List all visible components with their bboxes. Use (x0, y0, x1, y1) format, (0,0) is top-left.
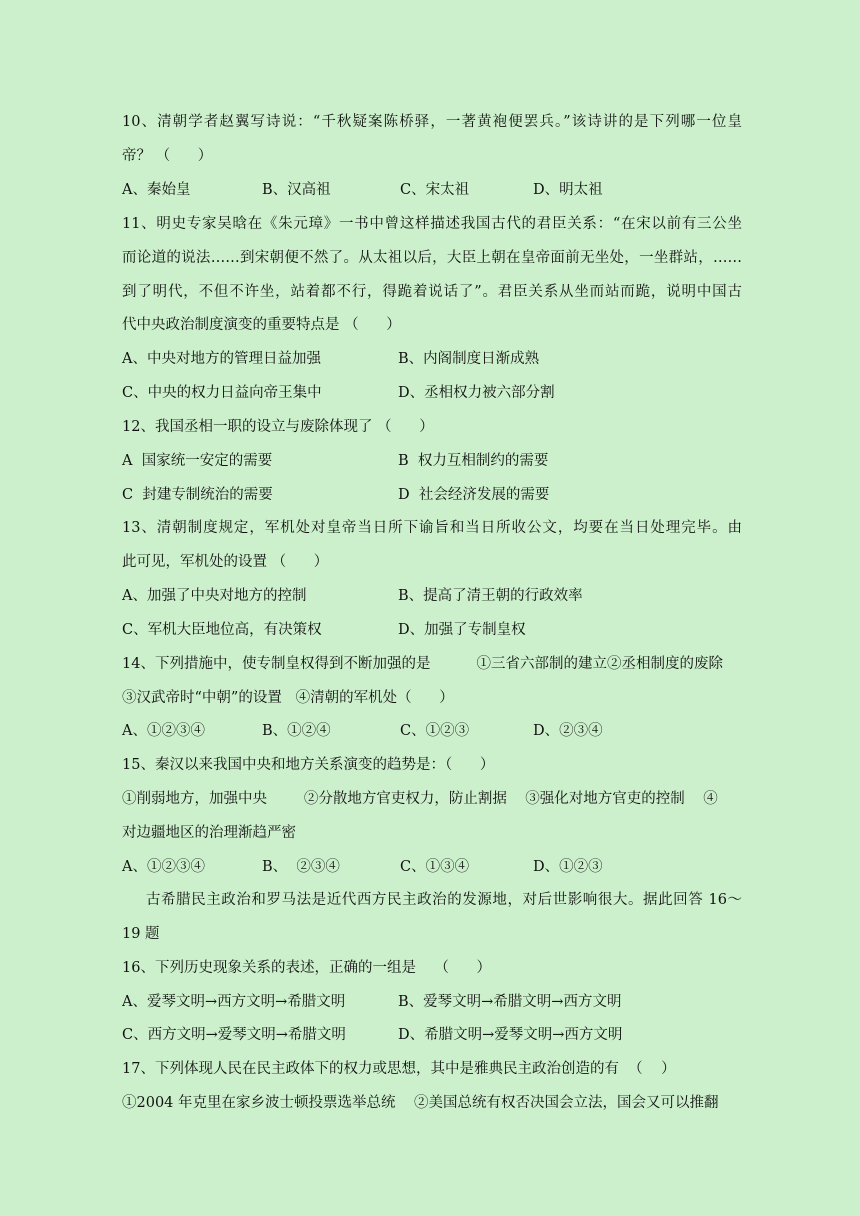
q10-option-d: D、明太祖 (533, 182, 603, 198)
q17-stem-line2: ①2004 年克里在家乡波士顿投票选举总统 ②美国总统有权否决国会立法，国会又可以推翻 (122, 1095, 719, 1111)
q10-stem-line1: 10、清朝学者赵翼写诗说：“千秋疑案陈桥驿，一著黄袍便罢兵。”该诗讲的是下列哪一位皇 (122, 114, 742, 130)
q10-option-a: A、秦始皇 (122, 182, 191, 198)
q12-stem-line1: 12、我国丞相一职的设立与废除体现了 （ ） (122, 419, 434, 435)
q11-option-b: B、内阁制度日渐成熟 (398, 351, 540, 367)
q15-option-b: B、 ②③④ (262, 859, 340, 875)
q11-stem-line4: 代中央政治制度演变的重要特点是 （ ） (122, 317, 401, 333)
intro-paragraph-line1: 古希腊民主政治和罗马法是近代西方民主政治的发源地，对后世影响很大。据此回答 16～ (146, 892, 742, 908)
q13-stem-line2: 此可见，军机处的设置 （ ） (122, 554, 329, 570)
q14-option-b: B、①②④ (262, 723, 331, 739)
q11-stem-line2: 而论道的说法……到宋朝便不然了。从太祖以后，大臣上朝在皇帝面前无坐处，一坐群站，…… (122, 250, 742, 266)
q13-stem-line1: 13、清朝制度规定，军机处对皇帝当日所下谕旨和当日所收公文，均要在当日处理完毕。由 (122, 520, 742, 536)
q12-option-a: A 国家统一安定的需要 (122, 453, 273, 469)
q10-stem-line2: 帝？ （ ） (122, 148, 213, 164)
q13-option-a: A、加强了中央对地方的控制 (122, 588, 307, 604)
q14-stem-line1: 14、下列措施中，使专制皇权得到不断加强的是 ①三省六部制的建立②丞相制度的废除 (122, 656, 724, 672)
q15-option-a: A、①②③④ (122, 859, 205, 875)
q15-option-d: D、①②③ (533, 859, 603, 875)
q14-option-d: D、②③④ (533, 723, 603, 739)
q16-option-d: D、希腊文明→爱琴文明→西方文明 (398, 1027, 623, 1043)
q11-option-a: A、中央对地方的管理日益加强 (122, 351, 321, 367)
q10-option-b: B、汉高祖 (262, 182, 331, 198)
q15-option-c: C、①③④ (400, 859, 470, 875)
q17-stem-line1: 17、下列体现人民在民主政体下的权力或思想，其中是雅典民主政治创造的有 （ ） (122, 1061, 676, 1077)
q11-stem-line3: 到了明代，不但不许坐，站着都不行，得跪着说话了”。君臣关系从坐而站而跪，说明中国古 (122, 284, 742, 300)
q11-option-d: D、丞相权力被六部分割 (398, 385, 555, 401)
q11-stem-line1: 11、明史专家吴晗在《朱元璋》一书中曾这样描述我国古代的君臣关系：“在宋以前有三公坐 (122, 216, 742, 232)
q15-stem-line2: ①削弱地方，加强中央 ②分散地方官吏权力，防止割据 ③强化对地方官吏的控制 ④ (122, 791, 718, 807)
q15-stem-line3: 对边疆地区的治理渐趋严密 (122, 825, 296, 841)
q14-option-a: A、①②③④ (122, 723, 205, 739)
q16-stem-line1: 16、下列历史现象关系的表述，正确的一组是 （ ） (122, 960, 492, 976)
q12-option-c: C 封建专制统治的需要 (122, 487, 273, 503)
q11-option-c: C、中央的权力日益向帝王集中 (122, 385, 322, 401)
intro-paragraph-line2: 19 题 (122, 926, 160, 942)
q15-stem-line1: 15、秦汉以来我国中央和地方关系演变的趋势是：（ ） (122, 757, 495, 773)
q14-stem-line2: ③汉武帝时“中朝”的设置 ④清朝的军机处（ ） (122, 690, 454, 706)
q12-option-b: B 权力互相制约的需要 (398, 453, 549, 469)
q13-option-d: D、加强了专制皇权 (398, 622, 526, 638)
q13-option-c: C、军机大臣地位高，有决策权 (122, 622, 322, 638)
q13-option-b: B、提高了清王朝的行政效率 (398, 588, 583, 604)
q16-option-a: A、爱琴文明→西方文明→希腊文明 (122, 994, 346, 1010)
q12-option-d: D 社会经济发展的需要 (398, 487, 550, 503)
q16-option-b: B、爱琴文明→希腊文明→西方文明 (398, 994, 622, 1010)
q10-option-c: C、宋太祖 (400, 182, 470, 198)
q14-option-c: C、①②③ (400, 723, 470, 739)
q16-option-c: C、西方文明→爱琴文明→希腊文明 (122, 1027, 346, 1043)
